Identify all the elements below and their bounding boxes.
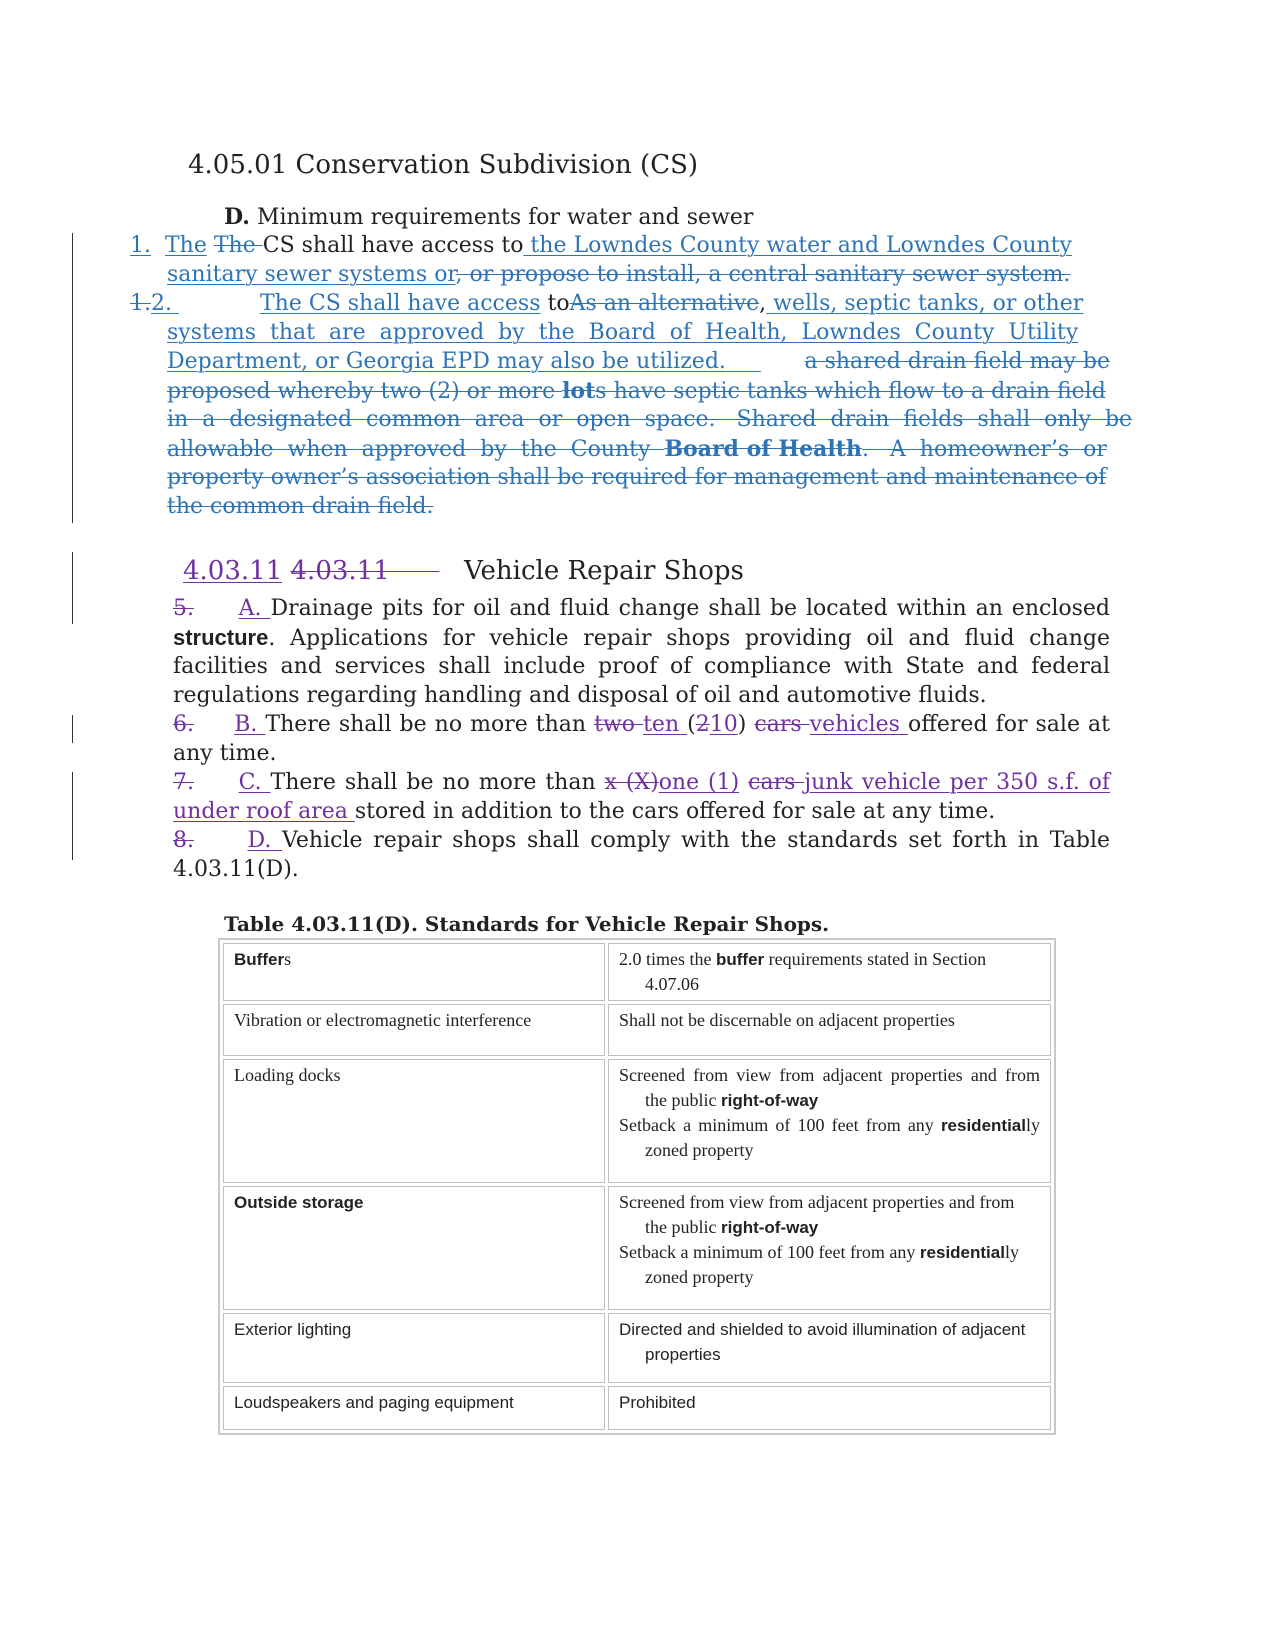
vrs-d-line1 xyxy=(173,828,1110,853)
cs-item2-line2: systems that are approved by the Board of Health, Lowndes County Utility xyxy=(167,320,1079,345)
deleted-text: 2 xyxy=(695,712,710,737)
item-number-inserted: 1. xyxy=(130,233,151,258)
vrs-a-line3: facilities and services shall include proof of compliance with State and federal xyxy=(173,654,1110,679)
table-cell-value xyxy=(608,1059,1051,1183)
inserted-text: under roof area xyxy=(173,799,355,824)
cell-text: Setback a minimum of 100 feet from any xyxy=(619,1242,920,1262)
table-cell-label xyxy=(223,1186,605,1310)
cs-item1-line2 xyxy=(167,262,1070,287)
table-row xyxy=(223,1313,1051,1383)
item-number-deleted: 7. xyxy=(173,770,194,795)
table-row xyxy=(223,1059,1051,1183)
vrs-b-line2: any time. xyxy=(173,741,277,766)
deleted-text: a shared drain field may be xyxy=(804,349,1110,374)
vrs-c-line2 xyxy=(173,799,995,824)
cell-text: requirements stated in Section 4.07.06 xyxy=(645,949,987,994)
cell-text: Setback a minimum of 100 feet from any xyxy=(619,1115,941,1135)
table-cell-value: Prohibited xyxy=(608,1386,1051,1430)
cell-text: 2.0 times the xyxy=(619,949,716,969)
cs-item2-line3 xyxy=(167,349,1110,374)
body-text: ) xyxy=(737,712,755,737)
item-number-inserted: C. xyxy=(238,770,262,795)
cs-item2-line4 xyxy=(167,378,1106,404)
table-cell-value xyxy=(608,943,1051,1001)
table-row xyxy=(223,1186,1051,1310)
cell-text: s xyxy=(284,949,292,969)
deleted-text: , or propose to install, a central sanitary sewer system. xyxy=(455,262,1071,287)
item-number-inserted: B. xyxy=(234,712,258,737)
vrs-a-line2 xyxy=(173,625,1110,651)
deleted-text: The xyxy=(213,233,263,258)
subsection-title: Minimum requirements for water and sewer xyxy=(256,205,754,230)
inserted-text: junk vehicle per 350 s.f. of xyxy=(804,770,1111,795)
bold-term: right-of-way xyxy=(720,1218,819,1237)
deleted-text: proposed whereby two (2) or more xyxy=(167,379,563,404)
section-heading-cs: 4.05.01 Conservation Subdivision (CS) xyxy=(188,150,699,180)
bold-term: right-of-way xyxy=(720,1091,819,1110)
body-text: to xyxy=(540,291,570,316)
table-cell-label: Loudspeakers and paging equipment xyxy=(223,1386,605,1430)
deleted-text: s have septic tanks which flow to a drain field xyxy=(595,379,1106,404)
table-caption: Table 4.03.11(D). Standards for Vehicle Repair Shops. xyxy=(224,912,830,936)
deleted-text-bold: Board of Health xyxy=(664,436,862,462)
table-row xyxy=(223,943,1051,1001)
deleted-text-bold: lot xyxy=(562,378,596,404)
item-number-deleted: 8. xyxy=(173,828,194,853)
body-text: stored in addition to the cars offered for sale at any time. xyxy=(354,799,996,824)
inserted-text: sanitary sewer systems or xyxy=(167,262,456,287)
bold-term: Buffer xyxy=(234,950,285,969)
cell-text: ly zoned property xyxy=(645,1115,1040,1160)
cs-item2-line5: in a designated common area or open space. Shared drain fields shall only be xyxy=(167,407,1133,432)
item-number-inserted: D. xyxy=(247,828,272,853)
inserted-text: 10 xyxy=(709,712,738,737)
table-cell-value xyxy=(608,1004,1051,1056)
body-text: . Applications for vehicle repair shops providing oil and fluid change xyxy=(268,626,1110,651)
cs-item2-line6 xyxy=(167,436,1107,462)
body-text: , xyxy=(759,291,767,316)
vrs-b-line1 xyxy=(173,712,1110,737)
cell-text: Directed and shielded to avoid illumination of adjacent properties xyxy=(619,1320,1026,1364)
deleted-text: two xyxy=(594,712,644,737)
change-bar xyxy=(72,772,73,860)
heading-number-inserted: 4.03.11 xyxy=(183,556,283,586)
subsection-label: D. xyxy=(224,204,250,230)
table-cell-label: Exterior lighting xyxy=(223,1313,605,1383)
body-text: ( xyxy=(687,712,696,737)
section-heading-vrs xyxy=(183,556,744,586)
bold-term: residential xyxy=(919,1243,1005,1262)
table-row xyxy=(223,1386,1051,1430)
item-number-deleted: 5. xyxy=(173,596,194,621)
cell-text: ly zoned property xyxy=(645,1242,1019,1287)
inserted-text: The xyxy=(165,233,207,258)
change-bar xyxy=(72,715,73,743)
body-text: offered for sale at xyxy=(908,712,1110,737)
table-cell-label: Loading docks xyxy=(223,1059,605,1183)
body-text: There shall be no more than xyxy=(265,712,595,737)
cs-item2-line7: property owner’s association shall be required for management and maintenance of xyxy=(167,465,1107,490)
inserted-text: ten xyxy=(643,712,688,737)
vrs-a-line1 xyxy=(173,596,1110,621)
table-cell-label: Vibration or electromagnetic interference xyxy=(223,1004,605,1056)
cell-text: Shall not be discernable on adjacent properties xyxy=(619,1010,955,1030)
vrs-a-line4: regulations regarding handling and disposal of oil and automotive fluids. xyxy=(173,683,987,708)
heading-title: Vehicle Repair Shops xyxy=(464,556,744,586)
inserted-text: wells, septic tanks, or other xyxy=(766,291,1084,316)
vrs-c-line1 xyxy=(173,770,1110,795)
item-number-deleted: 6. xyxy=(173,712,194,737)
cs-item1-line1 xyxy=(130,233,1110,258)
vrs-d-line2: 4.03.11(D). xyxy=(173,857,299,882)
heading-number-deleted: 4.03.11 xyxy=(290,556,390,586)
body-text: CS shall have access to xyxy=(262,233,524,258)
item-number-inserted: A. xyxy=(238,596,262,621)
table-cell-value xyxy=(608,1186,1051,1310)
bold-term: structure xyxy=(173,625,269,650)
inserted-text: Department, or Georgia EPD may also be utilized. xyxy=(167,349,726,374)
deleted-text: cars xyxy=(754,712,810,737)
body-text: There shall be no more than xyxy=(270,770,605,795)
inserted-text: the Lowndes County water and Lowndes County xyxy=(523,233,1072,258)
deleted-text: . A homeowner’s or xyxy=(861,437,1107,462)
deleted-text: cars xyxy=(748,770,805,795)
deleted-text: allowable when approved by the County xyxy=(167,437,665,462)
bold-term: Outside storage xyxy=(234,1193,364,1212)
inserted-text: vehicles xyxy=(809,712,909,737)
standards-table xyxy=(218,938,1056,1435)
change-bar xyxy=(72,233,73,523)
cs-item2-line8: the common drain field. xyxy=(167,494,434,519)
bold-term: residential xyxy=(940,1116,1026,1135)
table-cell-label xyxy=(223,943,605,1001)
change-bar xyxy=(72,552,73,624)
body-text: Drainage pits for oil and fluid change shall be located within an enclosed xyxy=(270,596,1110,621)
item-number-inserted: 2. xyxy=(151,291,172,316)
tab-gap xyxy=(172,291,260,316)
table-row xyxy=(223,1004,1051,1056)
deleted-text: x (X) xyxy=(604,770,659,795)
bold-term: buffer xyxy=(716,950,765,969)
table-cell-value xyxy=(608,1313,1051,1383)
cell-text: Screened from view from adjacent properties and from the public xyxy=(619,1065,1040,1110)
item-number-deleted: 1. xyxy=(130,291,151,316)
deleted-text: As an alternative xyxy=(569,291,760,316)
inserted-text: The CS shall have access xyxy=(260,291,541,316)
cs-item2-line1 xyxy=(130,291,1110,316)
cell-text: Screened from view from adjacent properties and from the public xyxy=(619,1192,1015,1237)
subsection-d-line xyxy=(224,204,753,230)
inserted-text: one (1) xyxy=(658,770,740,795)
body-text: Vehicle repair shops shall comply with the standards set forth in Table xyxy=(282,828,1110,853)
